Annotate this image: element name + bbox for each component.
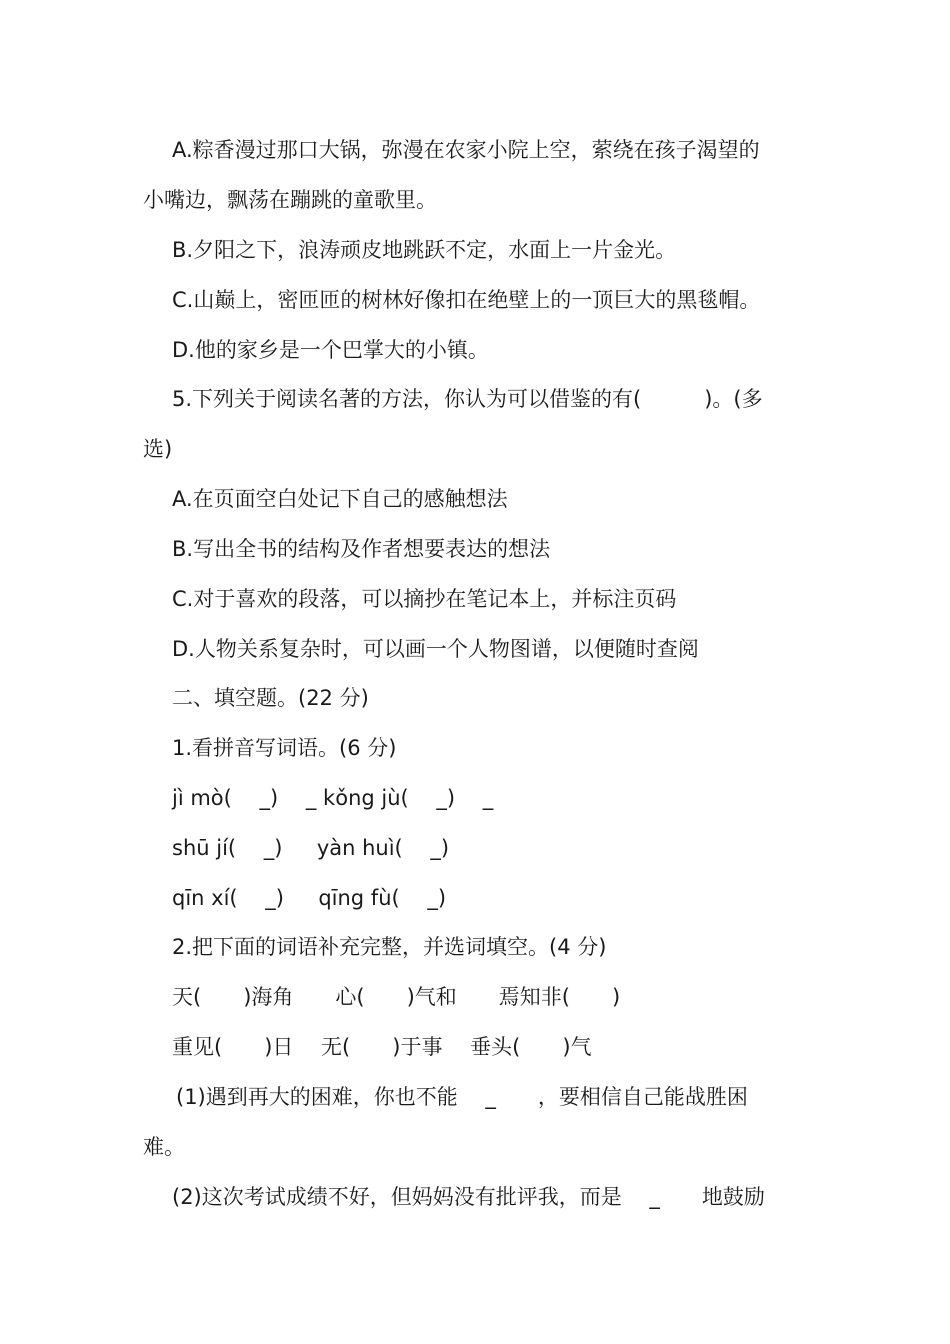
q2-sentence2-line1: (2)这次考试成绩不好，但妈妈没有批评我，而是 _ 地鼓励 — [172, 1185, 765, 1209]
q4-option-a-line1: A.粽香漫过那口大锅，弥漫在农家小院上空，萦绕在孩子渴望的 — [172, 138, 760, 162]
section2-heading: 二、填空题。(22 分) — [172, 686, 369, 710]
q5-option-c: C.对于喜欢的段落，可以摘抄在笔记本上，并标注页码 — [172, 587, 677, 611]
q5-option-b: B.写出全书的结构及作者想要表达的想法 — [172, 537, 551, 561]
q5-stem-line2: 选) — [143, 437, 173, 461]
q2-sentence1-line2: 难。 — [143, 1135, 185, 1159]
q4-option-a-line2: 小嘴边，飘荡在蹦跳的童歌里。 — [143, 188, 437, 212]
q2-sentence1-line1: (1)遇到再大的困难，你也不能 _ ，要相信自己能战胜困 — [176, 1085, 748, 1109]
q1-title: 1.看拼音写词语。(6 分) — [172, 736, 397, 760]
q2-idioms-row2: 重见( )日 无( )于事 垂头( )气 — [172, 1035, 592, 1059]
q2-idioms-row1: 天( )海角 心( )气和 焉知非( ) — [172, 985, 621, 1009]
q4-option-c: C.山巅上，密匝匝的树林好像扣在绝壁上的一顶巨大的黑毯帽。 — [172, 288, 761, 312]
q4-option-b: B.夕阳之下，浪涛顽皮地跳跃不定，水面上一片金光。 — [172, 238, 677, 262]
q5-stem-line1: 5.下列关于阅读名著的方法，你认为可以借鉴的有( )。(多 — [172, 387, 763, 411]
q4-option-d: D.他的家乡是一个巴掌大的小镇。 — [172, 338, 489, 362]
q1-pinyin-row1: jì mò( _) _ kǒng jù( _) _ — [172, 786, 494, 810]
q2-title: 2.把下面的词语补充完整，并选词填空。(4 分) — [172, 935, 607, 959]
q1-pinyin-row3: qīn xí( _) qīng fù( _) — [172, 886, 447, 910]
q5-option-a: A.在页面空白处记下自己的感触想法 — [172, 487, 508, 511]
q5-option-d: D.人物关系复杂时，可以画一个人物图谱，以便随时查阅 — [172, 637, 699, 661]
q1-pinyin-row2: shū jí( _) yàn huì( _) — [172, 836, 450, 860]
